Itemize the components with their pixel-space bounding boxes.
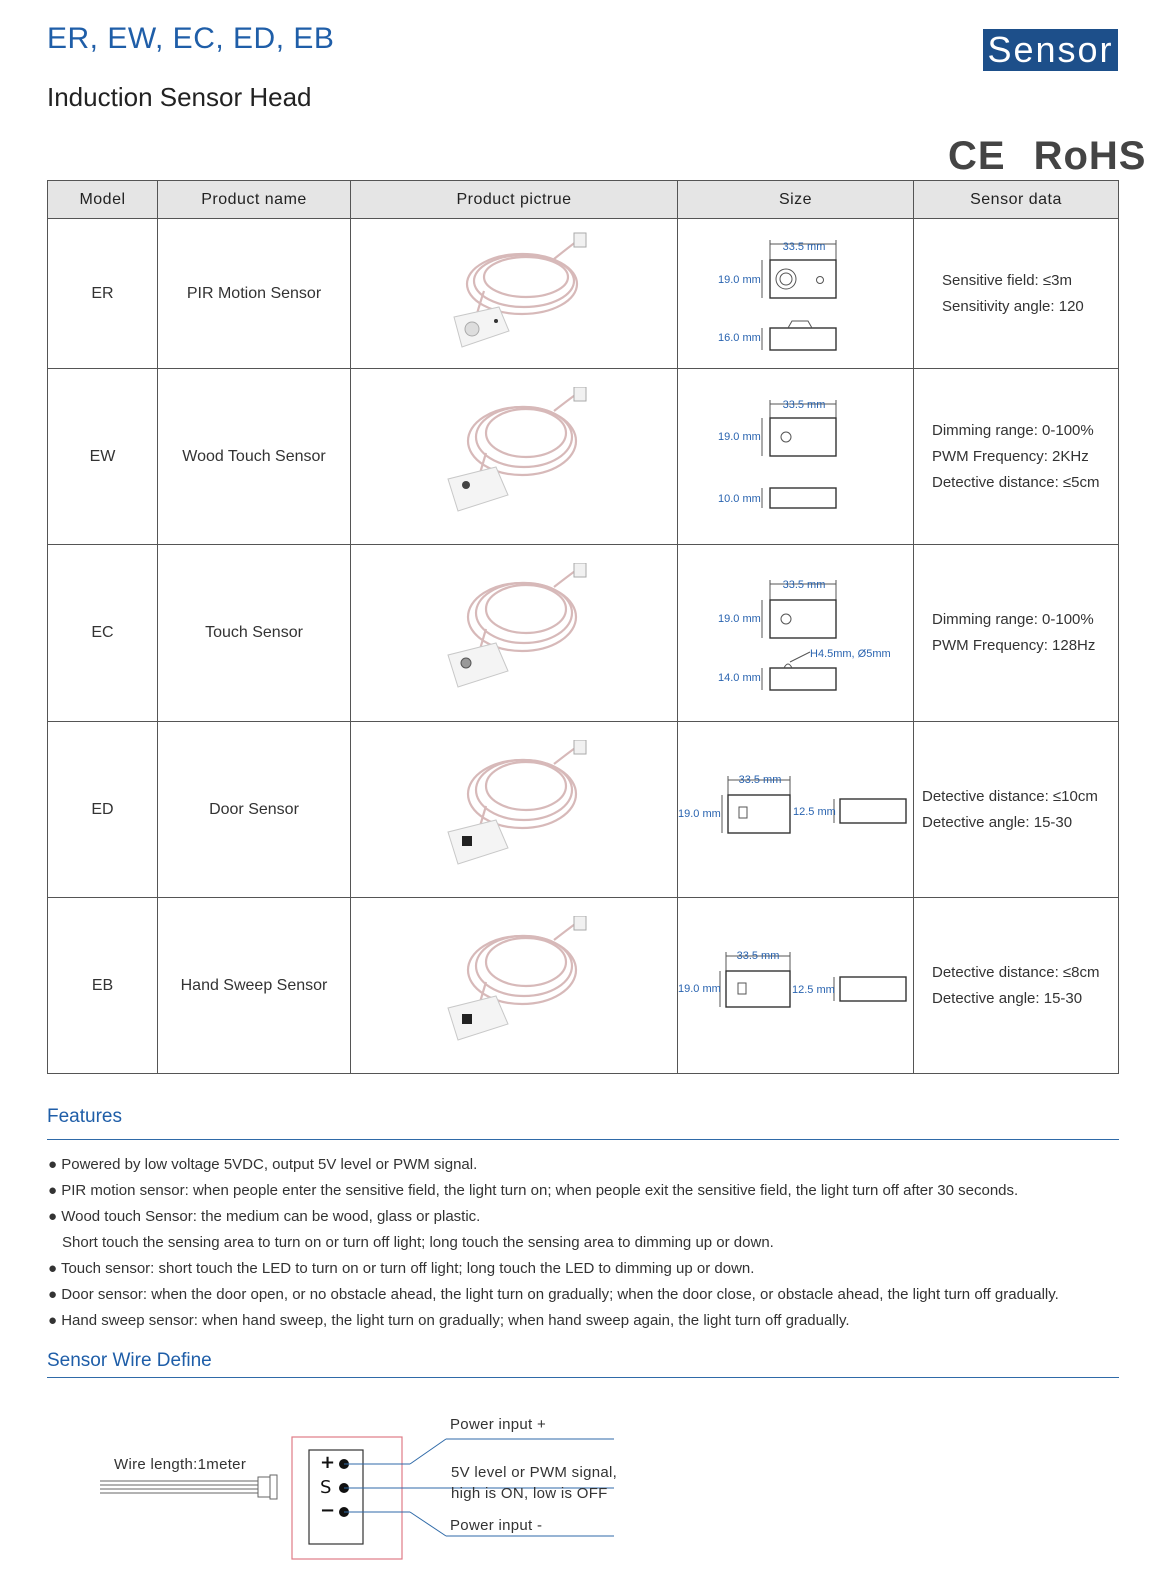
header-model: Model [48, 181, 158, 219]
sensor-data-line: Detective distance: ≤8cm [932, 963, 1100, 981]
features-heading: Features [47, 1106, 122, 1127]
sensor-data-cell [914, 369, 1119, 545]
product-name-cell: PIR Motion Sensor [158, 219, 351, 369]
pir-sensor-image [414, 229, 614, 359]
led-dimension-note: H4.5mm, Ø5mm [810, 648, 891, 660]
ed-dimension-drawing [678, 725, 914, 895]
list-item [48, 1256, 1118, 1282]
sensor-data-line: Dimming range: 0-100% [932, 611, 1094, 628]
product-picture-cell [351, 219, 678, 369]
height-label: 19.0 mm [718, 273, 761, 286]
list-item [48, 1308, 1118, 1334]
header-product-name: Product name [158, 181, 351, 219]
model-cell: ER [48, 219, 158, 369]
list-item [48, 1178, 1118, 1204]
er-dimension-drawing [678, 220, 914, 368]
pin-minus-label: − [320, 1500, 336, 1521]
feature-text: ● Touch sensor: short touch the LED to turn on or turn off light; long touch the LED to dimming up or down. [48, 1260, 755, 1277]
table-row [48, 722, 1119, 898]
sensor-data-line: Detective angle: 15-30 [922, 813, 1073, 831]
model-cell: ED [48, 722, 158, 898]
signal-label-line2: high is ON, low is OFF [451, 1485, 608, 1502]
size-cell [678, 545, 914, 722]
sensor-data-line: Dimming range: 0-100% [932, 421, 1094, 439]
size-cell [678, 219, 914, 369]
product-picture-cell [351, 898, 678, 1074]
size-cell [678, 722, 914, 898]
power-plus-label: Power input + [450, 1416, 547, 1433]
header-size: Size [678, 181, 914, 219]
product-name-cell: Door Sensor [158, 722, 351, 898]
signal-label-line1: 5V level or PWM signal, [451, 1464, 618, 1481]
feature-text: ● Hand sweep sensor: when hand sweep, the light turn on gradually; when hand sweep again, the light turn off gradually. [48, 1312, 850, 1329]
door-sensor-image [414, 740, 614, 880]
category-badge: Sensor [983, 29, 1118, 71]
sensor-data-line: Detective distance: ≤10cm [922, 787, 1098, 805]
rohs-mark: RoHS [1033, 134, 1147, 178]
certification-marks [948, 134, 1146, 179]
feature-continuation: Short touch the sensing area to turn on or turn off light; long touch the sensing area to dimming up or down. [62, 1234, 774, 1251]
eb-dimension-drawing [678, 901, 914, 1071]
features-divider [47, 1139, 1119, 1140]
table-row [48, 898, 1119, 1074]
spec-table [47, 180, 1119, 1074]
page-subtitle: Induction Sensor Head [47, 82, 312, 112]
product-picture-cell [351, 722, 678, 898]
feature-text: ● Door sensor: when the door open, or no obstacle ahead, the light turn on gradually; when the door close, or obstacle ahead, the light turn off gradually. [48, 1286, 1059, 1303]
size-cell [678, 898, 914, 1074]
depth-label: 14.0 mm [718, 672, 761, 684]
depth-label: 16.0 mm [718, 331, 761, 344]
wood-touch-sensor-image [414, 387, 614, 527]
size-cell [678, 369, 914, 545]
pin-signal-label: S [320, 1477, 332, 1498]
pin-plus-label: + [320, 1452, 336, 1473]
product-name-cell: Wood Touch Sensor [158, 369, 351, 545]
feature-text: ● Powered by low voltage 5VDC, output 5V level or PWM signal. [48, 1156, 478, 1173]
sensor-data-line: Detective angle: 15-30 [932, 989, 1083, 1007]
product-name-cell: Touch Sensor [158, 545, 351, 722]
width-label: 33.5 mm [782, 398, 826, 411]
wire-diagram [0, 1395, 1170, 1569]
wire-define-heading: Sensor Wire Define [47, 1350, 212, 1371]
sensor-data-line: PWM Frequency: 2KHz [932, 447, 1089, 465]
width-label: 33.5 mm [736, 949, 780, 962]
height-label: 19.0 mm [678, 982, 721, 995]
table-header-row [48, 181, 1119, 219]
table-row [48, 369, 1119, 545]
list-item [48, 1152, 1118, 1178]
list-item [48, 1282, 1118, 1308]
sensor-data-line: Detective distance: ≤5cm [932, 473, 1100, 491]
model-cell: EW [48, 369, 158, 545]
hand-sweep-sensor-image [414, 916, 614, 1056]
sensor-data-cell [914, 545, 1119, 722]
width-label: 33.5 mm [782, 579, 826, 591]
wire-length-label: Wire length:1meter [114, 1456, 247, 1473]
sensor-data-cell [914, 219, 1119, 369]
product-picture-cell [351, 369, 678, 545]
feature-text: ● Wood touch Sensor: the medium can be wood, glass or plastic. [48, 1208, 481, 1225]
page-title: ER, EW, EC, ED, EB [47, 22, 335, 55]
width-label: 33.5 mm [738, 773, 782, 786]
sensor-data-cell [914, 898, 1119, 1074]
power-minus-label: Power input - [450, 1517, 543, 1534]
touch-sensor-image [414, 563, 614, 703]
ew-dimension-drawing [678, 372, 914, 542]
sensor-data-line: Sensitivity angle: 120 [942, 297, 1084, 315]
depth-label: 12.5 mm [793, 805, 836, 818]
product-name-cell: Hand Sweep Sensor [158, 898, 351, 1074]
wire-define-divider [47, 1377, 1119, 1378]
feature-text: ● PIR motion sensor: when people enter the sensitive field, the light turn on; when people exit the sensitive field, the light turn off after 30 seconds. [48, 1182, 1019, 1199]
header-sensor-data: Sensor data [914, 181, 1119, 219]
ec-dimension-drawing [678, 548, 914, 718]
model-cell: EC [48, 545, 158, 722]
header-product-picture: Product pictrue [351, 181, 678, 219]
table-row [48, 545, 1119, 722]
list-item [48, 1204, 1118, 1256]
sensor-data-line: PWM Frequency: 128Hz [932, 637, 1096, 654]
width-label: 33.5 mm [782, 240, 826, 253]
height-label: 19.0 mm [718, 430, 761, 443]
sensor-data-cell [914, 722, 1119, 898]
height-label: 19.0 mm [718, 613, 761, 625]
table-row [48, 219, 1119, 369]
model-cell: EB [48, 898, 158, 1074]
sensor-data-line: Sensitive field: ≤3m [942, 271, 1072, 289]
features-list [48, 1152, 1118, 1334]
depth-label: 10.0 mm [718, 492, 761, 505]
wire-connector-drawing [0, 1395, 1170, 1569]
depth-label: 12.5 mm [792, 983, 835, 996]
height-label: 19.0 mm [678, 807, 721, 820]
ce-mark: CE [948, 134, 1006, 178]
product-picture-cell [351, 545, 678, 722]
